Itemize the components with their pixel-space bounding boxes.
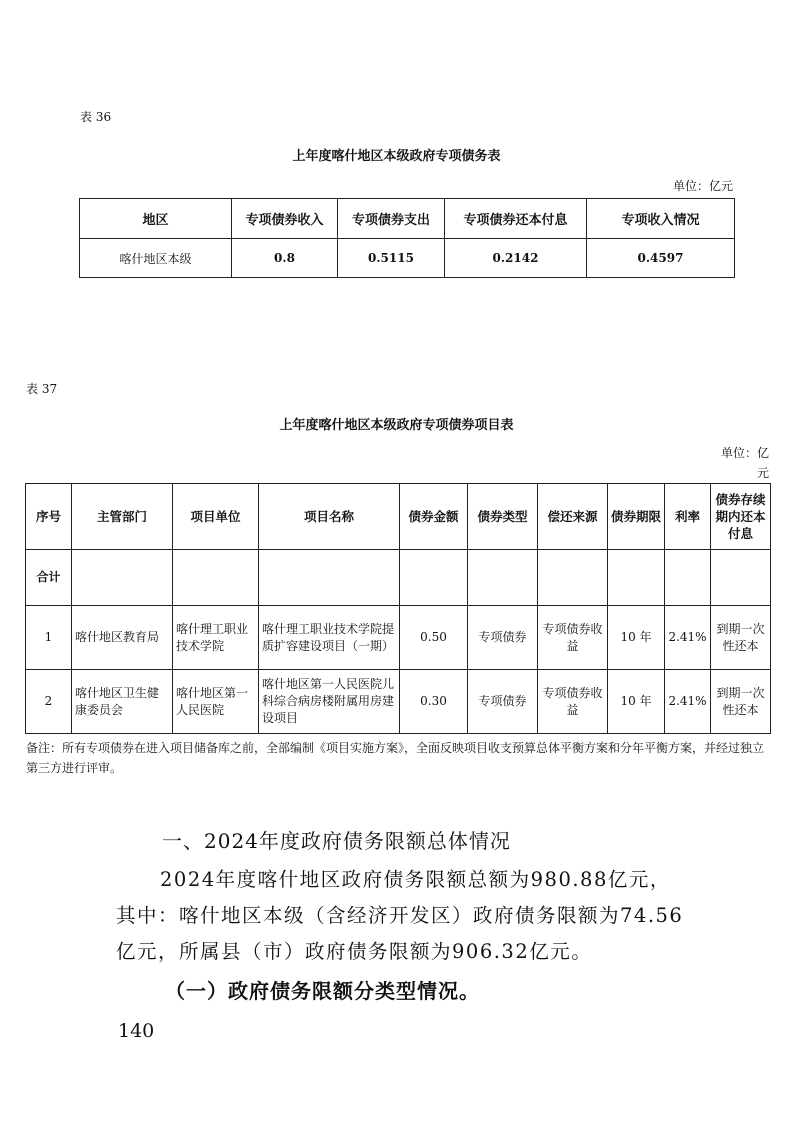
table37-unit bbox=[721, 443, 769, 483]
table37 bbox=[25, 483, 771, 734]
table37-header-cell: 项目名称 bbox=[259, 484, 400, 550]
table-cell: 2.41% bbox=[665, 606, 711, 670]
table-cell: 喀什地区教育局 bbox=[72, 606, 173, 670]
table-cell: 10 年 bbox=[608, 670, 665, 734]
table-cell bbox=[173, 550, 259, 606]
table36-label: 表 36 bbox=[80, 110, 112, 124]
table-cell: 喀什理工职业技术学院 bbox=[173, 606, 259, 670]
table36-header-cell: 专项债券还本付息 bbox=[445, 199, 587, 239]
table37-total-row bbox=[26, 550, 771, 606]
table37-header-cell: 偿还来源 bbox=[538, 484, 608, 550]
table37-header-cell: 债券金额 bbox=[400, 484, 468, 550]
section-heading: 一、2024年度政府债务限额总体情况 bbox=[162, 829, 511, 853]
table37-title: 上年度喀什地区本级政府专项债券项目表 bbox=[279, 418, 514, 433]
table-cell bbox=[72, 550, 173, 606]
total-label: 合计 bbox=[26, 550, 72, 606]
table37-header-cell: 序号 bbox=[26, 484, 72, 550]
table36-header-cell: 专项债券支出 bbox=[338, 199, 445, 239]
table37-header-cell: 债券类型 bbox=[468, 484, 538, 550]
table37-header-cell: 利率 bbox=[665, 484, 711, 550]
table-cell: 专项债券收益 bbox=[538, 670, 608, 734]
table-cell: 10 年 bbox=[608, 606, 665, 670]
table-row bbox=[26, 670, 771, 734]
table-cell: 0.30 bbox=[400, 670, 468, 734]
section-subheading: （一）政府债务限额分类型情况。 bbox=[165, 979, 480, 1003]
table-cell: 0.2142 bbox=[445, 239, 587, 278]
table-cell: 喀什地区本级 bbox=[80, 239, 232, 278]
table-cell: 专项债券 bbox=[468, 606, 538, 670]
table-cell: 喀什地区第一人民医院 bbox=[173, 670, 259, 734]
table36-header-row bbox=[80, 199, 735, 239]
table36-header-cell: 专项收入情况 bbox=[587, 199, 735, 239]
table-cell: 0.4597 bbox=[587, 239, 735, 278]
table-cell: 2 bbox=[26, 670, 72, 734]
table-cell: 到期一次性还本 bbox=[711, 606, 771, 670]
table36-title: 上年度喀什地区本级政府专项债务表 bbox=[292, 149, 501, 164]
table36-unit: 单位：亿元 bbox=[672, 179, 733, 193]
page-number: 140 bbox=[118, 1020, 155, 1042]
table-cell bbox=[608, 550, 665, 606]
table-row bbox=[26, 606, 771, 670]
table37-unit-line2: 元 bbox=[756, 466, 769, 480]
table-cell bbox=[665, 550, 711, 606]
table37-header-cell: 债券期限 bbox=[608, 484, 665, 550]
table37-header-cell: 债券存续期内还本付息 bbox=[711, 484, 771, 550]
table-cell: 2.41% bbox=[665, 670, 711, 734]
table36 bbox=[79, 198, 735, 278]
table-cell: 0.5115 bbox=[338, 239, 445, 278]
section-paragraph: 2024年度喀什地区政府债务限额总额为980.88亿元，其中：喀什地区本级（含经济开发区）政府债务限额为74.56亿元，所属县（市）政府债务限额为906.32亿元。 bbox=[116, 868, 684, 963]
table-cell bbox=[400, 550, 468, 606]
table-cell bbox=[538, 550, 608, 606]
table36-header-cell: 地区 bbox=[80, 199, 232, 239]
table-cell: 喀什理工职业技术学院提质扩容建设项目（一期） bbox=[259, 606, 400, 670]
table-cell: 喀什地区第一人民医院儿科综合病房楼附属用房建设项目 bbox=[259, 670, 400, 734]
table37-label: 表 37 bbox=[26, 382, 58, 396]
table-cell: 专项债券 bbox=[468, 670, 538, 734]
table-cell: 0.50 bbox=[400, 606, 468, 670]
table-cell bbox=[259, 550, 400, 606]
table37-header-cell: 项目单位 bbox=[173, 484, 259, 550]
table-cell: 1 bbox=[26, 606, 72, 670]
table-cell: 专项债券收益 bbox=[538, 606, 608, 670]
table36-header-cell: 专项债券收入 bbox=[232, 199, 338, 239]
table37-header-row bbox=[26, 484, 771, 550]
table-cell: 到期一次性还本 bbox=[711, 670, 771, 734]
table-cell: 0.8 bbox=[232, 239, 338, 278]
table37-note: 备注：所有专项债券在进入项目储备库之前，全部编制《项目实施方案》，全面反映项目收支预算总体平衡方案和分年平衡方案，并经过独立第三方进行评审。 bbox=[26, 741, 765, 775]
table37-header-cell: 主管部门 bbox=[72, 484, 173, 550]
table-cell bbox=[711, 550, 771, 606]
table-row bbox=[80, 239, 735, 278]
table37-unit-line1: 单位：亿 bbox=[720, 446, 769, 460]
table-cell bbox=[468, 550, 538, 606]
table-cell: 喀什地区卫生健康委员会 bbox=[72, 670, 173, 734]
